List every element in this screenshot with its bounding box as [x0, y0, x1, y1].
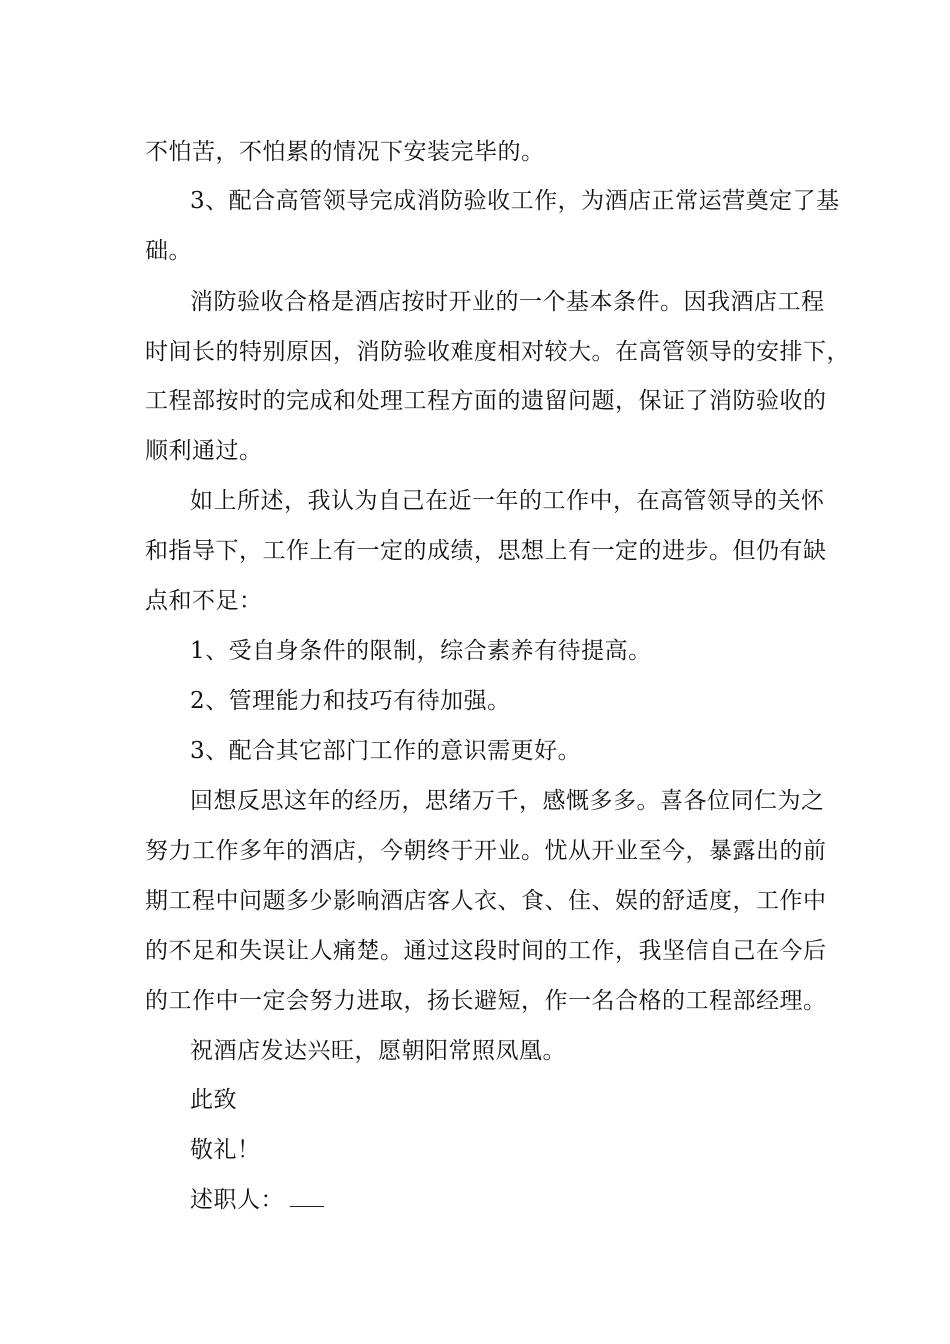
paragraph-line: 消防验收合格是酒店按时开业的一个基本条件。因我酒店工程 — [190, 289, 825, 315]
paragraph-line: 时间长的特别原因，消防验收难度相对较大。在高管领导的安排下， — [145, 339, 850, 365]
paragraph-line: 不怕苦，不怕累的情况下安装完毕的。 — [145, 139, 545, 165]
signature-line — [190, 1185, 324, 1215]
paragraph-line: 期工程中问题多少影响酒店客人衣、食、住、娱的舒适度，工作中 — [145, 888, 827, 914]
list-item: 2、管理能力和技巧有待加强。 — [190, 688, 511, 714]
list-item: 3、配合其它部门工作的意识需更好。 — [190, 738, 582, 764]
closing-salutation: 此致 — [190, 1087, 237, 1113]
paragraph-line: 如上所述，我认为自己在近一年的工作中，在高管领导的关怀 — [190, 488, 825, 514]
signature-blank — [290, 1188, 324, 1207]
signature-label: 述职人： — [190, 1187, 284, 1213]
paragraph-line: 和指导下，工作上有一定的成绩，思想上有一定的进步。但仍有缺 — [145, 538, 827, 564]
paragraph-line: 的不足和失误让人痛楚。通过这段时间的工作，我坚信自己在今后 — [145, 938, 827, 964]
paragraph-line: 3、配合高管领导完成消防验收工作，为酒店正常运营奠定了基 — [190, 188, 840, 214]
paragraph-line: 工程部按时的完成和处理工程方面的遗留问题，保证了消防验收的 — [145, 388, 827, 414]
paragraph-line: 的工作中一定会努力进取，扬长避短，作一名合格的工程部经理。 — [145, 988, 827, 1014]
paragraph-line: 回想反思这年的经历，思绪万千，感慨多多。喜各位同仁为之 — [190, 788, 825, 814]
list-item: 1、受自身条件的限制，综合素养有待提高。 — [190, 638, 652, 664]
closing-wish: 祝酒店发达兴旺，愿朝阳常照凤凰。 — [190, 1038, 566, 1064]
paragraph-line: 努力工作多年的酒店，今朝终于开业。忧从开业至今，暴露出的前 — [145, 838, 827, 864]
paragraph-line: 顺利通过。 — [145, 438, 263, 464]
paragraph-line: 点和不足： — [145, 588, 263, 614]
closing-regards: 敬礼！ — [190, 1137, 261, 1163]
paragraph-line: 础。 — [145, 238, 192, 264]
